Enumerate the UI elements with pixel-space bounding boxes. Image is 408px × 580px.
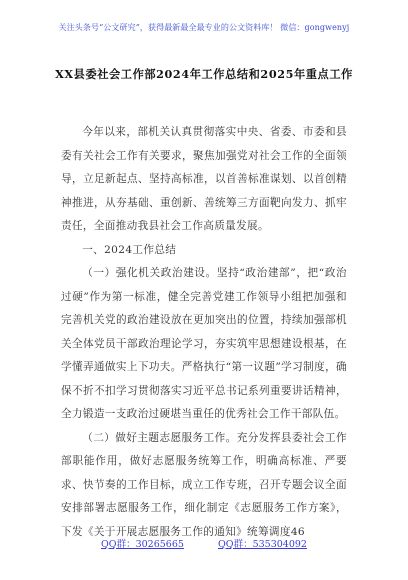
footer-contact xyxy=(0,536,408,550)
paragraph-intro: 今年以来，部机关认真贯彻落实中央、省委、市委和县委有关社会工作有关要求，聚焦加强党对社会工作的全面领导，立足新起点、坚持高标准，以首善标准谋划、以首创精神推进，从夯基础、重创新、善统筹三方面靶向发力、抓牢责任，全面推动我县社会工作高质量发展。 xyxy=(61,126,347,232)
header-promo-note: 关注头条号“公文研究”，获得最新最全最专业的公文资料库！ 微信：gongwenyj xyxy=(58,23,350,32)
document-title: XX县委社会工作部2024年工作总结和2025年重点工作 xyxy=(55,67,353,81)
footer-qq-group-2: QQ群：535304092 xyxy=(218,539,307,550)
paragraph-volunteer-service: （二）做好主题志愿服务工作。充分发挥县委社会工作部职能作用，做好志愿服务统筹工作，明确高标准、严要求、快节奏的工作目标，成立工作专班，召开专题会议全面安排部署志愿服务工作，细化制定《志愿服务工作方案》，下发《关于开展志愿服务工作的通知》统筹调度46 xyxy=(61,431,347,538)
footer-qq-group-1: QQ群：30265665 xyxy=(101,539,184,550)
paragraph-political-building: （一）强化机关政治建设。坚持“政治建部”，把“政治过硬”作为第一标准，健全完善党建工作领导小组把加强和完善机关党的政治建设放在更加突出的位置，持续加强部机关全体党员干部政治理论学习，夯实筑牢思想建设根基，在学懂弄通做实上下功夫。严格执行“第一议题”学习制度，确保不折不扣学习贯彻落实习近平总书记系列重要讲话精神，全力锻造一支政治过硬堪当重任的优秀社会工作干部队伍。 xyxy=(61,267,347,420)
section-heading-summary: 一、2024工作总结 xyxy=(82,243,177,256)
document-body xyxy=(61,121,347,544)
